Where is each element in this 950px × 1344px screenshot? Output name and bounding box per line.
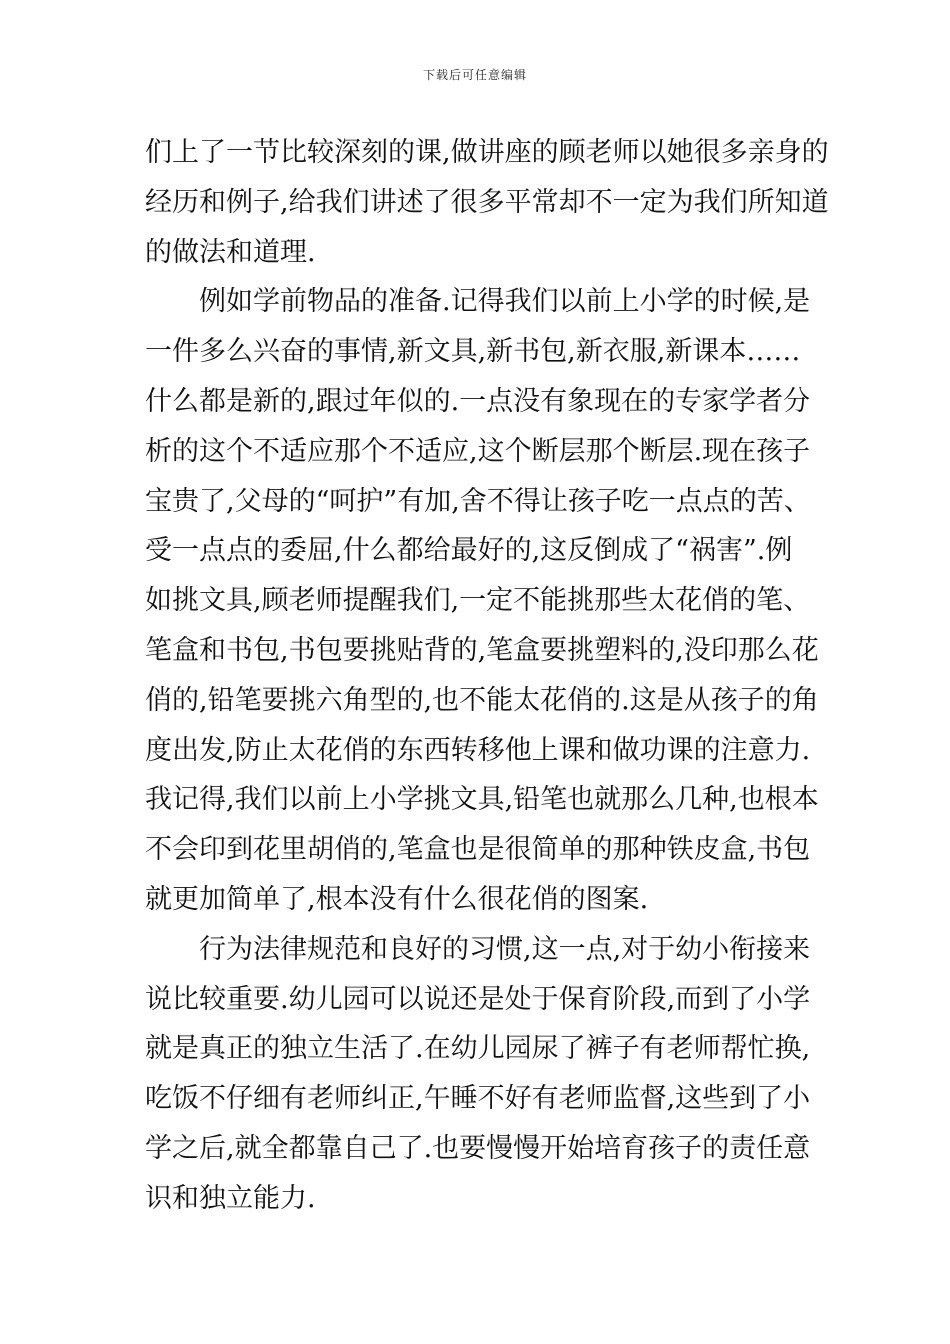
text-line: 经历和例子,给我们讲述了很多平常却不一定为我们所知道 xyxy=(145,186,829,218)
page-header: 下载后可任意编辑 xyxy=(422,68,527,82)
text-line: 识和独立能力. xyxy=(145,1182,316,1214)
text-line: 如挑文具,顾老师提醒我们,一定不能挑那些太花俏的笔、 xyxy=(145,585,811,617)
text-line: 一件多么兴奋的事情,新文具,新书包,新衣服,新课本…… xyxy=(145,336,801,368)
text-line: 受一点点的委屈,什么都给最好的,这反倒成了“祸害”.例 xyxy=(145,535,793,567)
text-line: 不会印到花里胡俏的,笔盒也是很简单的那种铁皮盒,书包 xyxy=(145,834,811,866)
paragraph-start-line: 例如学前物品的准备.记得我们以前上小学的时候,是 xyxy=(145,286,811,318)
text-line: 就更加简单了,根本没有什么很花俏的图案. xyxy=(145,883,649,915)
text-line: 的做法和道理. xyxy=(145,236,316,268)
text-line: 学之后,就全都靠自己了.也要慢慢开始培育孩子的责任意 xyxy=(145,1132,811,1164)
text-line: 笔盒和书包,书包要挑贴背的,笔盒要挑塑料的,没印那么花 xyxy=(145,634,819,666)
text-line: 吃饭不仔细有老师纠正,午睡不好有老师监督,这些到了小 xyxy=(145,1083,811,1115)
text-line: 什么都是新的,跟过年似的.一点没有象现在的专家学者分 xyxy=(145,385,811,417)
text-line: 度出发,防止太花俏的东西转移他上课和做功课的注意力. xyxy=(145,734,811,766)
text-line: 析的这个不适应那个不适应,这个断层那个断层.现在孩子 xyxy=(145,435,811,467)
text-line: 说比较重要.幼儿园可以说还是处于保育阶段,而到了小学 xyxy=(145,983,811,1015)
text-line: 我记得,我们以前上小学挑文具,铅笔也就那么几种,也根本 xyxy=(145,784,819,816)
text-line: 就是真正的独立生活了.在幼儿园尿了裤子有老师帮忙换, xyxy=(145,1033,811,1065)
paragraph-start-line: 行为法律规范和良好的习惯,这一点,对于幼小衔接来 xyxy=(145,933,811,965)
body-text xyxy=(145,128,829,1224)
text-line: 俏的,铅笔要挑六角型的,也不能太花俏的.这是从孩子的角 xyxy=(145,684,819,716)
text-line: 们上了一节比较深刻的课,做讲座的顾老师以她很多亲身的 xyxy=(145,137,829,168)
text-line: 宝贵了,父母的“呵护”有加,舍不得让孩子吃一点点的苦、 xyxy=(145,485,811,517)
